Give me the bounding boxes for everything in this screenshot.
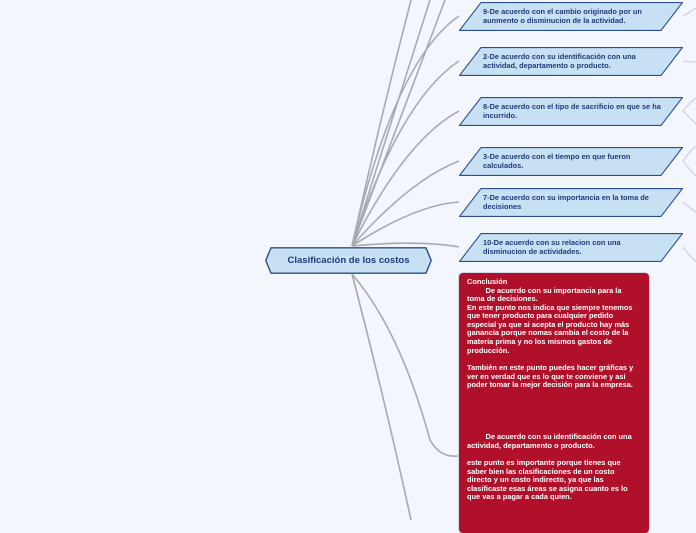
branch-topic-8[interactable] [459, 97, 683, 126]
branch-topic-10[interactable] [459, 233, 683, 262]
central-topic[interactable] [265, 247, 432, 274]
note-paragraph-1: De acuerdo con su importancia para la toma de decisiones. En este punto nos indica que siempre tenemos que tener producto para cualquier pedido especial ya que si acepta el producto hay más ganancia porque nomas cambia el costo de la materia prima y no los mismos gastos de producción. [467, 285, 633, 355]
branch-label: 2-De acuerdo con su identificación con una actividad, departamento o producto. [483, 51, 636, 70]
branch-topic-9[interactable] [459, 2, 683, 31]
branch-label: 3-De acuerdo con el tiempo en que fueron calculados. [483, 151, 631, 170]
conclusion-note[interactable] [459, 273, 649, 533]
branch-label: 7-De acuerdo con su importancia en la toma de decisiones [483, 192, 649, 211]
branch-label: 9-De acuerdo con el cambio originado por un aunmento o disminucion de la actividad. [483, 6, 642, 25]
central-topic-label: Clasificación de los costos [287, 255, 410, 266]
note-paragraph-4: este punto es importante porque tienes que saber bien las clasificaciones de un costo directo y un costo indirecto, ya que las clasificaste esas áreas se asigna cuanto es lo que vas a pagar a cada quien. [467, 458, 630, 502]
note-title: Conclusión [467, 277, 508, 286]
branch-topic-3[interactable] [459, 147, 683, 176]
note-paragraph-3: De acuerdo con su identificación con una actividad, departamento o producto. [467, 431, 634, 450]
branch-topic-2[interactable] [459, 47, 683, 76]
note-paragraph-2: También en este punto puedes hacer gráficas y ver en verdad que es lo que te conviene y así poder tomar la mejor decisión para la empresa. [467, 363, 636, 390]
branch-topic-7[interactable] [459, 188, 683, 217]
branch-label: 10-De acuerdo con su relacion con una disminucion de actividades. [483, 237, 621, 256]
branch-label: 8-De acuerdo con el tipo de sacrificio en que se ha incurrido. [483, 101, 661, 120]
